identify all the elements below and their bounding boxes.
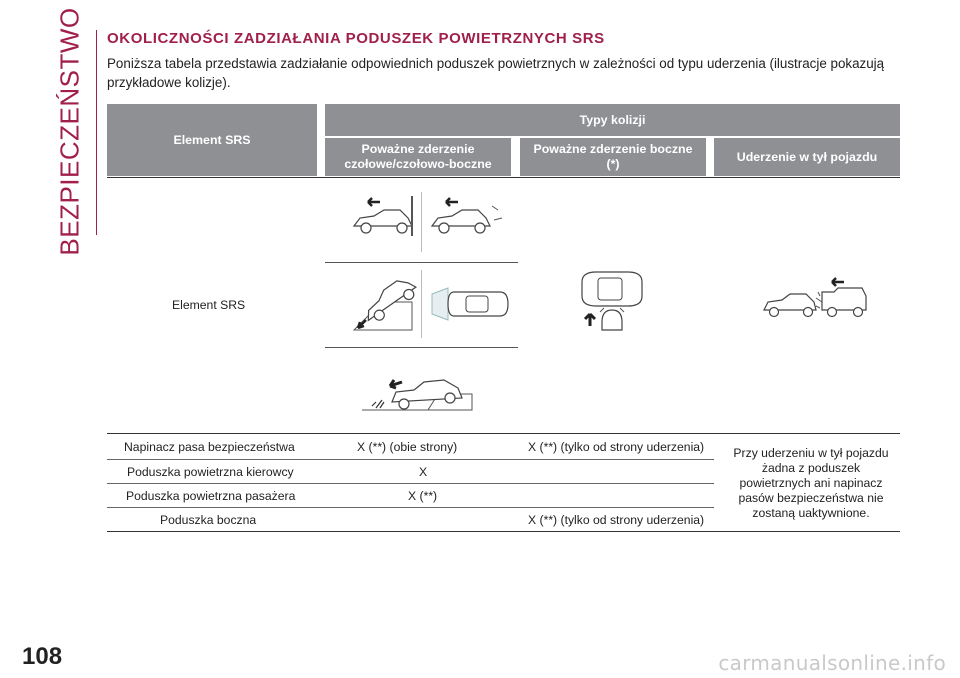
row-4-side: X (**) (tylko od strony uderzenia) (528, 513, 705, 527)
row-1-label: Napinacz pasa bezpieczeństwa (124, 440, 295, 454)
page-number: 108 (22, 643, 63, 670)
illustration-divider (421, 192, 422, 252)
section-heading: OKOLICZNOŚCI ZADZIAŁANIA PODUSZEK POWIETRZNYCH SRS (107, 30, 605, 47)
watermark: carmanualsonline.info (718, 651, 946, 675)
rear-collision-illustration (762, 278, 868, 320)
header-side: Poważne zderzenie boczne (*) (520, 138, 706, 176)
row-3-frontal: X (**) (408, 489, 438, 503)
table-rule (107, 531, 900, 532)
illustration-divider (325, 262, 518, 263)
illustration-divider (421, 270, 422, 338)
table-rule (107, 507, 714, 508)
row-2-frontal: X (419, 465, 428, 479)
header-element-srs: Element SRS (107, 104, 317, 176)
side-collision-illustration (576, 270, 648, 332)
frontal-collision-illustration-3 (352, 276, 422, 332)
row-1-side: X (**) (tylko od strony uderzenia) (528, 440, 705, 454)
table-rule (107, 483, 714, 484)
row-4-label: Poduszka boczna (160, 513, 257, 527)
frontal-collision-illustration-2 (428, 196, 508, 238)
illustration-row-label: Element SRS (172, 298, 246, 312)
row-3-label: Poduszka powietrzna pasażera (126, 489, 296, 503)
header-collision-types: Typy kolizji (325, 104, 900, 136)
frontal-collision-illustration-4 (430, 286, 510, 322)
side-rule (96, 30, 97, 235)
section-side-title: BEZPIECZEŃSTWO (54, 6, 85, 256)
table-rule (107, 459, 714, 460)
row-2-label: Poduszka powietrzna kierowcy (127, 465, 294, 479)
illustration-divider (325, 347, 518, 348)
frontal-collision-illustration-1 (350, 196, 420, 238)
header-frontal: Poważne zderzenie czołowe/czołowo-boczne (325, 138, 511, 176)
table-rule (107, 433, 900, 434)
table-rule (107, 177, 900, 178)
row-1-frontal: X (**) (obie strony) (357, 440, 458, 454)
header-rear: Uderzenie w tył pojazdu (714, 138, 900, 176)
frontal-collision-illustration-5 (362, 370, 472, 414)
intro-paragraph: Poniższa tabela przedstawia zadziałanie odpowiednich poduszek powietrznych w zależności od typu uderzenia (ilustracje pokazują przykładowe kolizje). (107, 56, 885, 90)
rear-collision-note: Przy uderzeniu w tył pojazdu żadna z poduszek powietrznych ani napinacz pasów bezpieczeństwa nie zostaną uaktywnione. (733, 446, 889, 520)
